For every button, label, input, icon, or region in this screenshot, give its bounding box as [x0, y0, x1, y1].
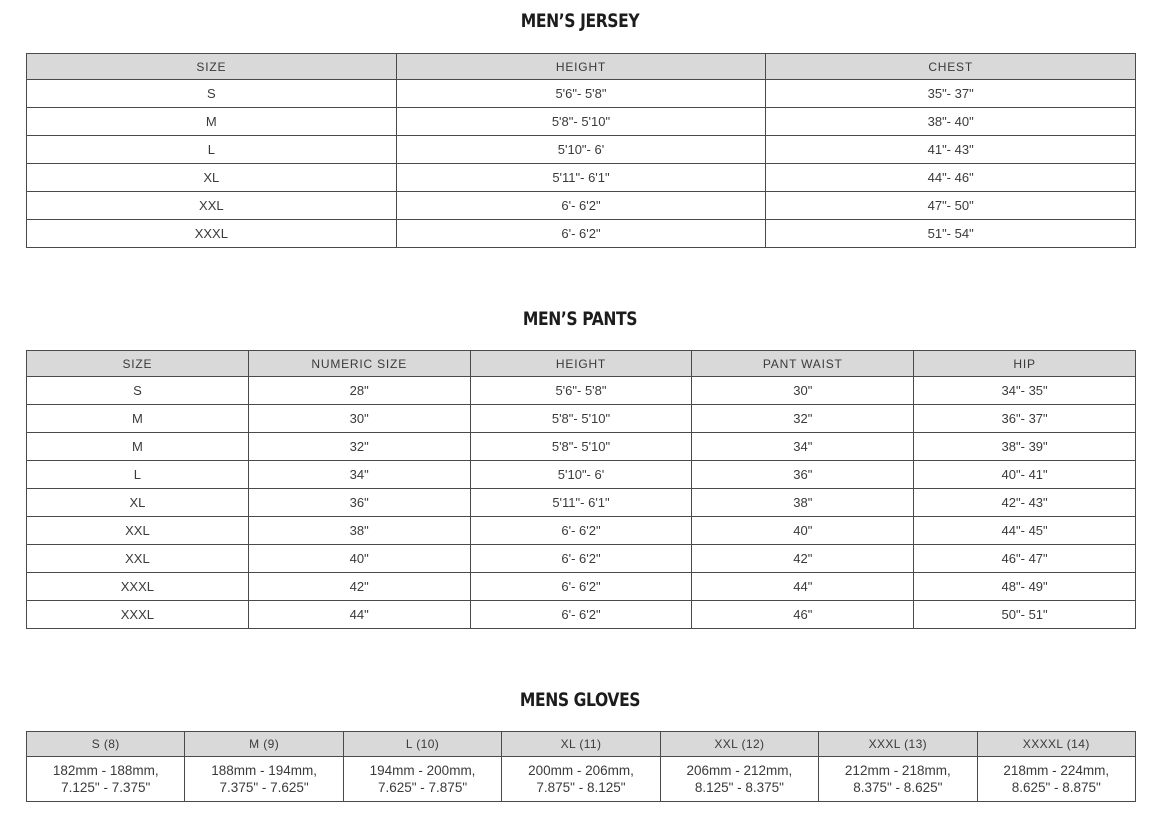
- gloves-cell-l: [343, 757, 501, 802]
- gloves-header-xxxl: XXXL (13): [819, 732, 977, 757]
- gloves-header-m: M (9): [185, 732, 343, 757]
- pants-cell-size: S: [27, 377, 249, 405]
- pants-cell-size: XXL: [27, 545, 249, 573]
- gloves-cell-inches: 8.625" - 8.875": [1011, 780, 1101, 795]
- gloves-cell-mm: 206mm - 212mm,: [686, 763, 793, 778]
- jersey-cell-chest: 41"- 43": [766, 136, 1136, 164]
- gloves-cell-xl: [502, 757, 660, 802]
- pants-cell-height: 5'10"- 6': [470, 461, 692, 489]
- pants-cell-numeric-size: 28": [248, 377, 470, 405]
- pants-cell-numeric-size: 32": [248, 433, 470, 461]
- table-row: [27, 601, 1136, 629]
- jersey-header-size: SIZE: [27, 54, 397, 80]
- pants-cell-size: XXXL: [27, 601, 249, 629]
- table-row: [27, 489, 1136, 517]
- pants-cell-pant-waist: 36": [692, 461, 914, 489]
- gloves-cell-mm: 182mm - 188mm,: [52, 763, 159, 778]
- pants-cell-pant-waist: 30": [692, 377, 914, 405]
- gloves-cell-mm: 200mm - 206mm,: [528, 763, 634, 778]
- pants-cell-height: 5'8"- 5'10": [470, 405, 692, 433]
- gloves-cell-inches: 7.125" - 7.375": [61, 780, 151, 795]
- pants-cell-numeric-size: 36": [248, 489, 470, 517]
- pants-cell-numeric-size: 44": [248, 601, 470, 629]
- pants-cell-numeric-size: 30": [248, 405, 470, 433]
- gloves-cell-xxxl: [819, 757, 977, 802]
- pants-header-size: SIZE: [27, 351, 249, 377]
- jersey-cell-chest: 51"- 54": [766, 220, 1136, 248]
- gloves-header-xl: XL (11): [502, 732, 660, 757]
- jersey-cell-size: S: [27, 80, 397, 108]
- table-row: [27, 573, 1136, 601]
- pants-cell-pant-waist: 40": [692, 517, 914, 545]
- table-row: [27, 108, 1136, 136]
- gloves-cell-inches: 8.125" - 8.375": [694, 780, 784, 795]
- pants-cell-size: M: [27, 405, 249, 433]
- pants-header-numeric-size: NUMERIC SIZE: [248, 351, 470, 377]
- gloves-cell-m: [185, 757, 343, 802]
- table-row: [27, 192, 1136, 220]
- table-row: [27, 433, 1136, 461]
- pants-size-table: [26, 350, 1136, 629]
- gloves-header-xxl: XXL (12): [660, 732, 818, 757]
- pants-cell-size: XXXL: [27, 573, 249, 601]
- jersey-header-height: HEIGHT: [396, 54, 766, 80]
- gloves-cell-xxxxl: [977, 757, 1135, 802]
- jersey-cell-height: 5'6"- 5'8": [396, 80, 766, 108]
- gloves-size-table: [26, 731, 1136, 802]
- table-row: [27, 136, 1136, 164]
- gloves-title: MENS GLOVES: [519, 689, 641, 711]
- pants-cell-pant-waist: 42": [692, 545, 914, 573]
- jersey-cell-chest: 38"- 40": [766, 108, 1136, 136]
- jersey-title: MEN’S JERSEY: [520, 10, 640, 32]
- pants-title: MEN’S PANTS: [522, 308, 638, 330]
- jersey-cell-height: 5'11"- 6'1": [396, 164, 766, 192]
- jersey-header-chest: CHEST: [766, 54, 1136, 80]
- gloves-cell-inches: 8.375" - 8.625": [853, 780, 943, 795]
- jersey-cell-height: 6'- 6'2": [396, 192, 766, 220]
- pants-cell-hip: 50"- 51": [914, 601, 1136, 629]
- pants-cell-hip: 42"- 43": [914, 489, 1136, 517]
- jersey-cell-size: XXL: [27, 192, 397, 220]
- pants-cell-height: 5'11"- 6'1": [470, 489, 692, 517]
- pants-cell-pant-waist: 34": [692, 433, 914, 461]
- pants-cell-height: 6'- 6'2": [470, 601, 692, 629]
- table-row: [27, 757, 1136, 802]
- pants-cell-hip: 36"- 37": [914, 405, 1136, 433]
- table-row: [27, 164, 1136, 192]
- jersey-cell-size: XXXL: [27, 220, 397, 248]
- pants-header-height: HEIGHT: [470, 351, 692, 377]
- pants-cell-size: M: [27, 433, 249, 461]
- table-row: [27, 517, 1136, 545]
- gloves-cell-mm: 218mm - 224mm,: [1003, 763, 1110, 778]
- jersey-cell-height: 6'- 6'2": [396, 220, 766, 248]
- gloves-cell-mm: 194mm - 200mm,: [369, 763, 476, 778]
- pants-header-row: [27, 351, 1136, 377]
- pants-header-pant-waist: PANT WAIST: [692, 351, 914, 377]
- jersey-header-row: [27, 54, 1136, 80]
- table-row: [27, 405, 1136, 433]
- pants-cell-size: XXL: [27, 517, 249, 545]
- jersey-cell-chest: 44"- 46": [766, 164, 1136, 192]
- pants-cell-hip: 34"- 35": [914, 377, 1136, 405]
- pants-cell-height: 5'8"- 5'10": [470, 433, 692, 461]
- pants-cell-height: 6'- 6'2": [470, 517, 692, 545]
- jersey-cell-size: XL: [27, 164, 397, 192]
- pants-cell-hip: 38"- 39": [914, 433, 1136, 461]
- pants-cell-hip: 40"- 41": [914, 461, 1136, 489]
- gloves-header-s: S (8): [27, 732, 185, 757]
- gloves-cell-inches: 7.875" - 8.125": [536, 780, 626, 795]
- table-row: [27, 461, 1136, 489]
- pants-cell-numeric-size: 42": [248, 573, 470, 601]
- pants-cell-pant-waist: 32": [692, 405, 914, 433]
- gloves-cell-mm: 212mm - 218mm,: [844, 763, 951, 778]
- gloves-cell-xxl: [660, 757, 818, 802]
- gloves-cell-s: [27, 757, 185, 802]
- pants-cell-hip: 48"- 49": [914, 573, 1136, 601]
- jersey-cell-size: M: [27, 108, 397, 136]
- table-row: [27, 80, 1136, 108]
- table-row: [27, 545, 1136, 573]
- pants-cell-pant-waist: 46": [692, 601, 914, 629]
- pants-cell-numeric-size: 40": [248, 545, 470, 573]
- pants-cell-hip: 44"- 45": [914, 517, 1136, 545]
- jersey-size-table: [26, 53, 1136, 248]
- gloves-header-l: L (10): [343, 732, 501, 757]
- gloves-cell-inches: 7.625" - 7.875": [377, 780, 468, 795]
- pants-cell-height: 5'6"- 5'8": [470, 377, 692, 405]
- pants-cell-height: 6'- 6'2": [470, 573, 692, 601]
- jersey-cell-height: 5'8"- 5'10": [396, 108, 766, 136]
- pants-cell-numeric-size: 34": [248, 461, 470, 489]
- table-row: [27, 220, 1136, 248]
- jersey-cell-chest: 47"- 50": [766, 192, 1136, 220]
- pants-cell-numeric-size: 38": [248, 517, 470, 545]
- pants-cell-height: 6'- 6'2": [470, 545, 692, 573]
- gloves-header-row: [27, 732, 1136, 757]
- gloves-cell-inches: 7.375" - 7.625": [219, 780, 309, 795]
- pants-header-hip: HIP: [914, 351, 1136, 377]
- jersey-cell-height: 5'10"- 6': [396, 136, 766, 164]
- jersey-cell-size: L: [27, 136, 397, 164]
- pants-cell-size: L: [27, 461, 249, 489]
- table-row: [27, 377, 1136, 405]
- gloves-header-xxxxl: XXXXL (14): [977, 732, 1135, 757]
- pants-cell-hip: 46"- 47": [914, 545, 1136, 573]
- pants-cell-size: XL: [27, 489, 249, 517]
- pants-cell-pant-waist: 44": [692, 573, 914, 601]
- pants-cell-pant-waist: 38": [692, 489, 914, 517]
- gloves-cell-mm: 188mm - 194mm,: [211, 763, 318, 778]
- jersey-cell-chest: 35"- 37": [766, 80, 1136, 108]
